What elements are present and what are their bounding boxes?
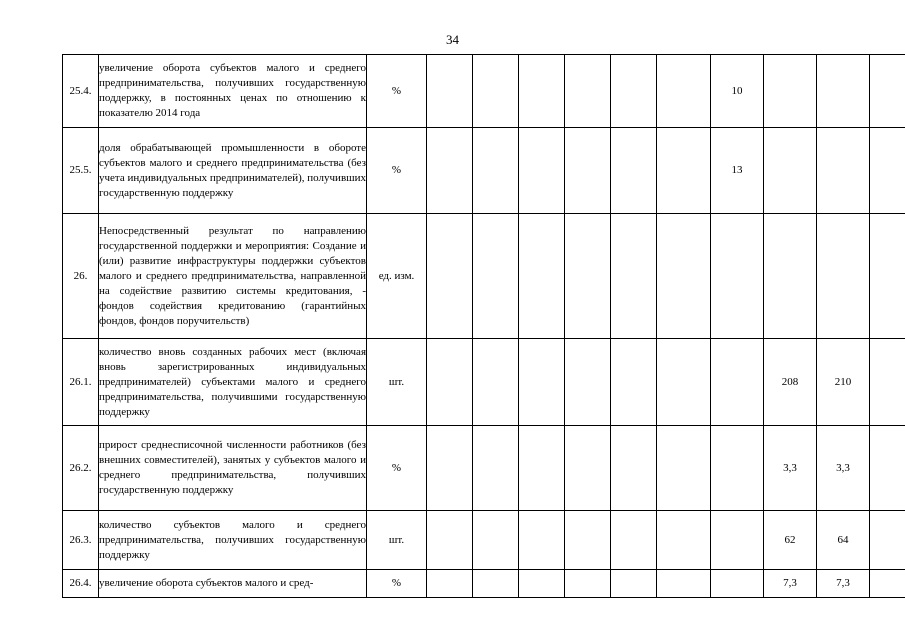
- unit-cell: %: [367, 128, 427, 214]
- table-body: [63, 55, 905, 598]
- unit-cell: %: [367, 426, 427, 511]
- unit-cell: ед. изм.: [367, 214, 427, 339]
- value-cell: [657, 128, 711, 214]
- indicator-description-cell: Непосредственный результат по направлению государственной поддержки и мероприятия: Создание и (или) развитие инфраструктуры поддержки субъектов малого и среднего предпринимательства, направленной на содействие развитию системы кредитования, - фондов содействия кредитованию (гарантийных фондов, фондов поручительств): [99, 214, 367, 339]
- value-cell: 7,3: [764, 570, 817, 598]
- value-cell: 208: [764, 339, 817, 426]
- value-cell: [711, 339, 764, 426]
- value-cell: [565, 339, 611, 426]
- value-cell: [817, 128, 870, 214]
- value-cell: [565, 426, 611, 511]
- value-cell: [711, 570, 764, 598]
- value-cell: [657, 55, 711, 128]
- unit-cell: %: [367, 570, 427, 598]
- value-cell: [519, 128, 565, 214]
- indicator-description-cell: количество субъектов малого и среднего предпринимательства, получивших государственную поддержку: [99, 511, 367, 570]
- value-cell: [519, 511, 565, 570]
- value-cell: 3,3: [817, 426, 870, 511]
- value-cell: [519, 426, 565, 511]
- value-cell: [611, 214, 657, 339]
- value-cell: [473, 426, 519, 511]
- value-cell: [565, 570, 611, 598]
- unit-cell: %: [367, 55, 427, 128]
- indicators-table: [62, 54, 905, 598]
- value-cell: [870, 214, 905, 339]
- value-cell: [870, 570, 905, 598]
- table-row: [63, 511, 905, 570]
- page-number: 34: [446, 32, 459, 47]
- value-cell: [519, 339, 565, 426]
- value-cell: [870, 339, 905, 426]
- unit-cell: шт.: [367, 339, 427, 426]
- value-cell: 62: [764, 511, 817, 570]
- value-cell: [519, 570, 565, 598]
- value-cell: [657, 570, 711, 598]
- value-cell: [473, 570, 519, 598]
- table-row: [63, 339, 905, 426]
- value-cell: [870, 55, 905, 128]
- value-cell: [565, 214, 611, 339]
- indicator-description-cell: прирост среднесписочной численности работников (без внешних совместителей), занятых у субъектов малого и среднего предпринимательства, получивших государственную поддержку: [99, 426, 367, 511]
- value-cell: [870, 426, 905, 511]
- row-number-cell: 26.3.: [63, 511, 99, 570]
- value-cell: [764, 214, 817, 339]
- value-cell: 13: [711, 128, 764, 214]
- value-cell: [427, 214, 473, 339]
- value-cell: [565, 128, 611, 214]
- value-cell: [427, 339, 473, 426]
- value-cell: [611, 128, 657, 214]
- value-cell: [711, 426, 764, 511]
- value-cell: [611, 339, 657, 426]
- value-cell: [565, 55, 611, 128]
- value-cell: [427, 55, 473, 128]
- value-cell: [657, 214, 711, 339]
- table-row: [63, 128, 905, 214]
- value-cell: [657, 339, 711, 426]
- row-number-cell: 25.5.: [63, 128, 99, 214]
- value-cell: [711, 214, 764, 339]
- value-cell: 10: [711, 55, 764, 128]
- row-number-cell: 26.1.: [63, 339, 99, 426]
- value-cell: [711, 511, 764, 570]
- value-cell: 64: [817, 511, 870, 570]
- value-cell: [611, 511, 657, 570]
- value-cell: [611, 55, 657, 128]
- value-cell: [427, 511, 473, 570]
- row-number-cell: 26.: [63, 214, 99, 339]
- value-cell: [764, 55, 817, 128]
- value-cell: [473, 511, 519, 570]
- value-cell: [764, 128, 817, 214]
- value-cell: 210: [817, 339, 870, 426]
- value-cell: [657, 511, 711, 570]
- table-row: [63, 214, 905, 339]
- table-row: [63, 570, 905, 598]
- value-cell: [473, 128, 519, 214]
- value-cell: [611, 570, 657, 598]
- value-cell: [427, 426, 473, 511]
- indicator-description-cell: количество вновь созданных рабочих мест (включая вновь зарегистрированных индивидуальных предпринимателей) субъектами малого и среднего предпринимательства, получившими государственную поддержку: [99, 339, 367, 426]
- value-cell: [817, 214, 870, 339]
- value-cell: [473, 214, 519, 339]
- value-cell: [870, 128, 905, 214]
- value-cell: 3,3: [764, 426, 817, 511]
- indicator-description-cell: увеличение оборота субъектов малого и среднего предпринимательства, получивших государственную поддержку, в постоянных ценах по отношению к показателю 2014 года: [99, 55, 367, 128]
- value-cell: [817, 55, 870, 128]
- indicator-description-cell: увеличение оборота субъектов малого и сред-: [99, 570, 367, 598]
- value-cell: [427, 570, 473, 598]
- value-cell: 7,3: [817, 570, 870, 598]
- value-cell: [473, 55, 519, 128]
- value-cell: [519, 214, 565, 339]
- value-cell: [870, 511, 905, 570]
- table-row: [63, 426, 905, 511]
- value-cell: [565, 511, 611, 570]
- value-cell: [519, 55, 565, 128]
- row-number-cell: 26.4.: [63, 570, 99, 598]
- value-cell: [427, 128, 473, 214]
- value-cell: [473, 339, 519, 426]
- row-number-cell: 26.2.: [63, 426, 99, 511]
- value-cell: [611, 426, 657, 511]
- unit-cell: шт.: [367, 511, 427, 570]
- table-row: [63, 55, 905, 128]
- row-number-cell: 25.4.: [63, 55, 99, 128]
- indicator-description-cell: доля обрабатывающей промышленности в обороте субъектов малого и среднего предпринимательства (без учета индивидуальных предпринимателей), получивших государственную поддержку: [99, 128, 367, 214]
- value-cell: [657, 426, 711, 511]
